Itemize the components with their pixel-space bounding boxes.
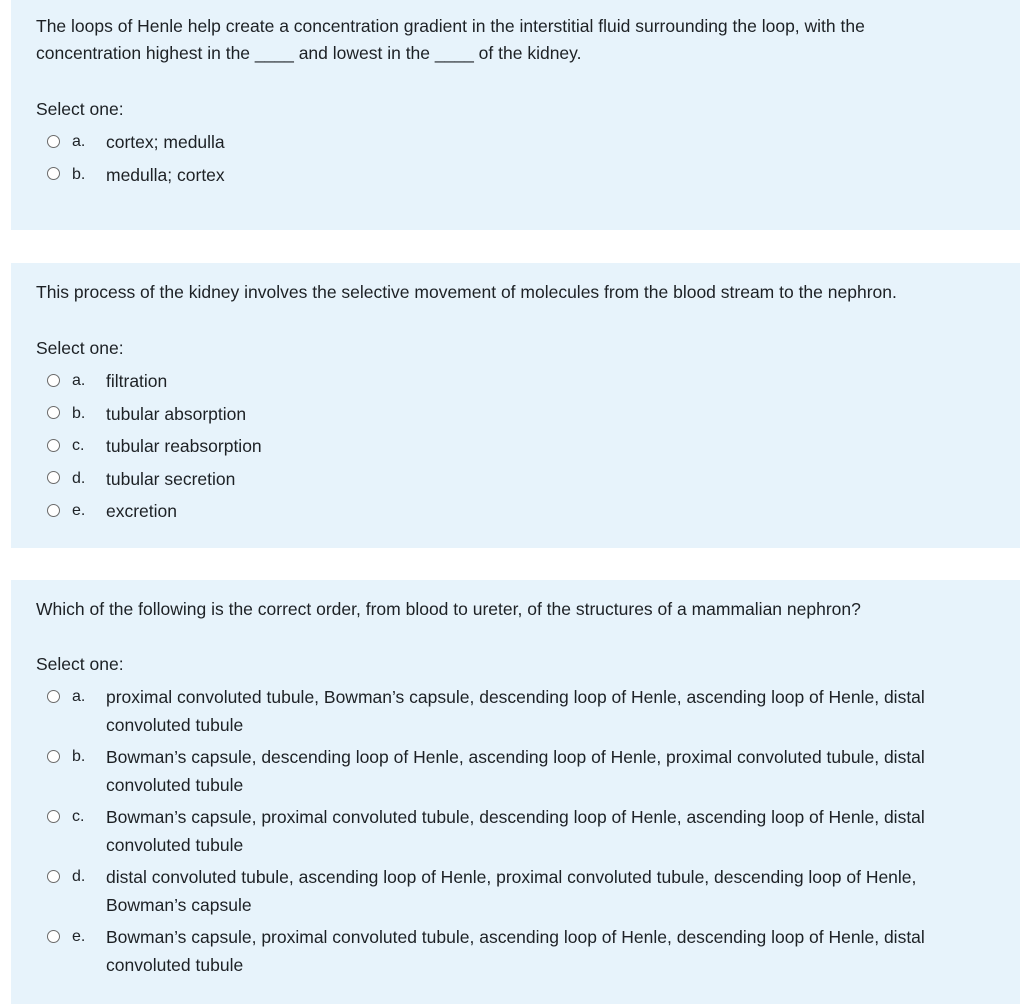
answer-list [36, 367, 1020, 525]
answer-option-e[interactable] [36, 497, 1020, 525]
radio-button[interactable] [47, 930, 60, 943]
option-letter: c. [72, 808, 85, 825]
radio-button[interactable] [47, 167, 60, 180]
option-text[interactable]: tubular secretion [106, 468, 236, 489]
select-one-label: Select one: [36, 654, 124, 674]
answer-option-a[interactable] [36, 367, 1020, 395]
answer-option-b[interactable] [36, 161, 1020, 189]
option-text[interactable]: tubular reabsorption [106, 436, 262, 456]
radio-button[interactable] [47, 690, 60, 703]
option-letter: a. [72, 372, 86, 389]
radio-button[interactable] [47, 135, 60, 148]
option-text[interactable]: filtration [106, 371, 168, 391]
radio-button[interactable] [47, 406, 60, 419]
option-text[interactable]: proximal convoluted tubule, Bowman’s capsule, descending loop of Henle, ascending loop of Henle, distal convoluted tubule [106, 687, 925, 735]
option-text[interactable]: tubular absorption [106, 403, 247, 424]
radio-button[interactable] [47, 439, 60, 452]
select-one-label: Select one: [36, 99, 124, 119]
option-text[interactable]: Bowman’s capsule, proximal convoluted tubule, descending loop of Henle, ascending loop of Henle, distal convoluted tubule [106, 807, 925, 855]
option-letter: b. [72, 165, 86, 183]
radio-button[interactable] [47, 810, 60, 823]
answer-option-c[interactable] [36, 803, 1020, 859]
answer-option-b[interactable] [36, 743, 1020, 799]
question-2 [11, 263, 1020, 548]
option-letter: a. [72, 133, 86, 150]
answer-option-b[interactable] [36, 400, 1020, 428]
question-text: The loops of Henle help create a concentration gradient in the interstitial fluid surrounding the loop, with the concentration highest in the ____ and lowest in the ____ of the kidney. [36, 16, 865, 63]
option-letter: a. [72, 688, 86, 705]
option-letter: b. [72, 404, 86, 422]
option-letter: d. [72, 868, 86, 885]
answer-option-d[interactable] [36, 863, 1020, 919]
option-text[interactable]: Bowman’s capsule, descending loop of Henle, ascending loop of Henle, proximal convoluted tubule, distal convoluted tubule [106, 747, 925, 795]
select-one-label: Select one: [36, 338, 124, 358]
option-text[interactable]: Bowman’s capsule, proximal convoluted tubule, ascending loop of Henle, descending loop of Henle, distal convoluted tubule [106, 927, 925, 975]
answer-list [36, 683, 1020, 979]
option-letter: c. [72, 437, 85, 454]
question-1 [11, 0, 1020, 230]
option-text[interactable]: cortex; medulla [106, 132, 225, 152]
option-letter: e. [72, 928, 86, 945]
question-text: Which of the following is the correct order, from blood to ureter, of the structures of a mammalian nephron? [36, 599, 861, 619]
answer-option-a[interactable] [36, 683, 1020, 739]
answer-option-e[interactable] [36, 923, 1020, 979]
answer-option-c[interactable] [36, 432, 1020, 460]
answer-list [36, 128, 1020, 189]
radio-button[interactable] [47, 504, 60, 517]
option-text[interactable]: excretion [106, 501, 178, 521]
question-text: This process of the kidney involves the selective movement of molecules from the blood stream to the nephron. [36, 282, 897, 302]
radio-button[interactable] [47, 750, 60, 763]
option-text[interactable]: medulla; cortex [106, 164, 225, 185]
option-text[interactable]: distal convoluted tubule, ascending loop of Henle, proximal convoluted tubule, descending loop of Henle, Bowman’s capsule [106, 867, 917, 915]
option-letter: d. [72, 469, 86, 487]
option-letter: b. [72, 748, 86, 765]
question-3 [11, 580, 1020, 1004]
option-letter: e. [72, 502, 86, 519]
answer-option-a[interactable] [36, 128, 1020, 156]
radio-button[interactable] [47, 471, 60, 484]
answer-option-d[interactable] [36, 465, 1020, 493]
radio-button[interactable] [47, 374, 60, 387]
radio-button[interactable] [47, 870, 60, 883]
